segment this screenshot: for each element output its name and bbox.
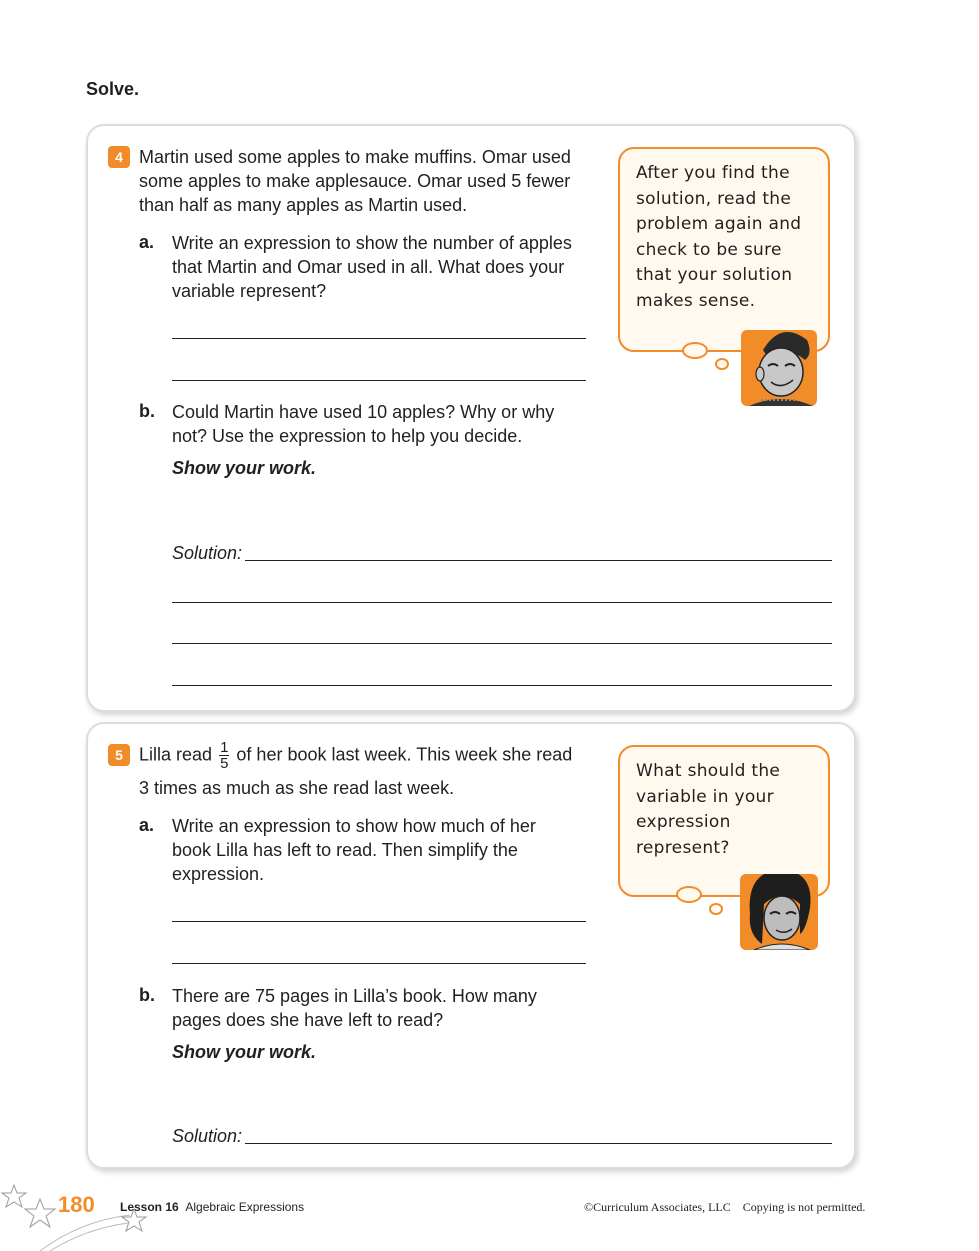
- work-line[interactable]: [172, 643, 832, 644]
- problem-5-part-b-text: There are 75 pages in Lilla’s book. How many pages does she have left to read?: [172, 986, 537, 1030]
- problem-4-part-b-label: b.: [139, 401, 155, 421]
- answer-line[interactable]: [172, 921, 586, 922]
- problem-5-stem: Lilla read $\frac{1}{5}$ of her book last week. This week she read: [139, 739, 573, 772]
- thought-dot: [715, 358, 729, 370]
- problem-4-number: 4: [108, 146, 130, 168]
- problem-4-part-a-label: a.: [139, 232, 155, 252]
- thought-dot: [676, 886, 702, 903]
- girl-face-icon: [740, 874, 818, 950]
- copyright-notice: ©Curriculum Associates, LLC Copying is not permitted.: [584, 1200, 866, 1214]
- work-line[interactable]: [172, 685, 832, 686]
- hint-text: What should the variable in your expression represent?: [636, 761, 781, 858]
- work-line[interactable]: [172, 602, 832, 603]
- problem-5-part-b-label: b.: [139, 985, 155, 1005]
- solution-label: Solution:: [172, 1126, 243, 1146]
- lesson-label: Lesson 16 Algebraic Expressions: [120, 1200, 305, 1214]
- problem-5-number: 5: [108, 744, 130, 766]
- fraction-one-fifth: $\frac{1}{5}$: [220, 739, 229, 772]
- solution-line[interactable]: [245, 1143, 832, 1144]
- problem-5-stem-line-2: 3 times as much as she read last week.: [139, 778, 455, 798]
- thought-dot: [709, 903, 723, 915]
- instruction-heading: Solve.: [86, 79, 140, 99]
- boy-avatar: [741, 330, 817, 406]
- show-your-work-label: Show your work.: [172, 458, 317, 478]
- problem-5-part-a-label: a.: [139, 815, 155, 835]
- hint-text: After you find the solution, read the problem again and check to be sure that your solution makes sense.: [636, 163, 802, 311]
- solution-label: Solution:: [172, 543, 243, 563]
- page-number: 180: [58, 1192, 95, 1217]
- show-your-work-label: Show your work.: [172, 1042, 317, 1062]
- answer-line[interactable]: [172, 963, 586, 964]
- answer-line[interactable]: [172, 338, 586, 339]
- problem-4-part-b-text: Could Martin have used 10 apples? Why or why not? Use the expression to help you decide.: [172, 402, 555, 446]
- solution-line[interactable]: [245, 560, 832, 561]
- boy-face-icon: [741, 330, 817, 406]
- problem-4-stem: Martin used some apples to make muffins. Omar used some apples to make applesauce. Omar used 5 fewer than half as many apples as Martin used.: [139, 147, 571, 215]
- answer-line[interactable]: [172, 380, 586, 381]
- girl-avatar: [740, 874, 818, 950]
- thought-dot: [682, 342, 708, 359]
- problem-4-part-a-text: Write an expression to show the number of apples that Martin and Omar used in all. What does your variable represent?: [172, 233, 572, 301]
- problem-5-part-a-text: Write an expression to show how much of her book Lilla has left to read. Then simplify the expression.: [172, 816, 536, 884]
